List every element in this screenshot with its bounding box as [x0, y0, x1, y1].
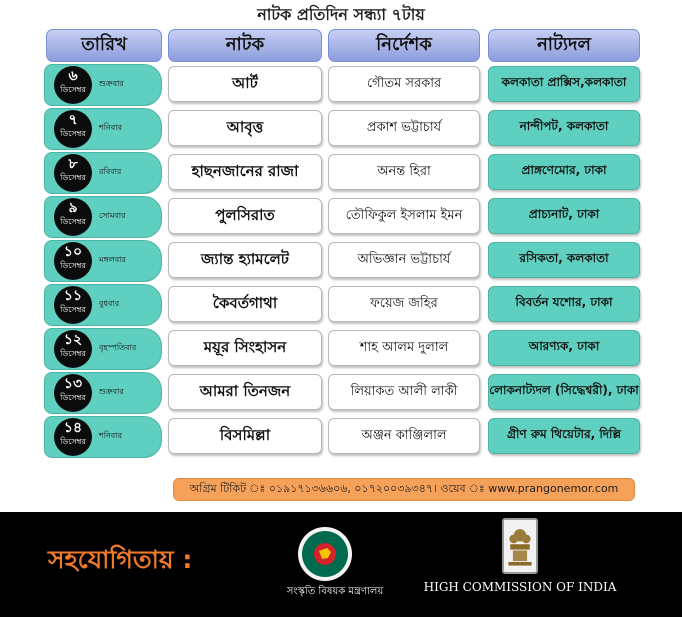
table-row: [0, 65, 682, 105]
weekday: শুক্রবার: [99, 79, 124, 88]
troupe-name: রসিকতা, কলকাতা: [488, 242, 640, 278]
date-number: ১১: [63, 288, 83, 304]
table-row: [0, 373, 682, 413]
date-circle: [54, 66, 92, 104]
table-row: [0, 417, 682, 457]
date-circle: [54, 374, 92, 412]
date-circle: [54, 110, 92, 148]
bangladesh-emblem-icon: [297, 526, 353, 582]
troupe-name: গ্রীণ রুম থিয়েটার, দিল্লি: [488, 418, 640, 454]
date-month: ডিসেম্বর: [60, 349, 86, 358]
date-tab: [44, 328, 162, 370]
director-name: প্রকাশ ভট্টাচার্য: [328, 110, 480, 146]
director-name: লিয়াকত আলী লাকী: [328, 374, 480, 410]
high-commission-name: HIGH COMMISSION OF INDIA: [423, 580, 617, 594]
weekday: সোমবার: [99, 211, 126, 220]
table-row: [0, 329, 682, 369]
date-number: ১২: [63, 332, 83, 348]
troupe-name: নান্দীপট, কলকাতা: [488, 110, 640, 146]
troupe-name: আরণ্যক, ঢাকা: [488, 330, 640, 366]
date-month: ডিসেম্বর: [60, 305, 86, 314]
director-name: ফয়েজ জহির: [328, 286, 480, 322]
play-name: কৈবর্তগাথা: [168, 286, 322, 322]
weekday: শনিবার: [99, 431, 122, 440]
table-row: [0, 241, 682, 281]
director-name: অঞ্জন কাঞ্জিলাল: [328, 418, 480, 454]
troupe-name: প্রাচ্যনাট, ঢাকা: [488, 198, 640, 234]
date-number: ১৪: [63, 420, 83, 436]
header-troupe: নাট্যদল: [488, 29, 640, 62]
date-tab: [44, 284, 162, 326]
date-number: ৯: [68, 200, 78, 216]
date-circle: [54, 286, 92, 324]
date-tab: [44, 64, 162, 106]
date-number: ৮: [68, 156, 78, 172]
weekday: শুক্রবার: [99, 387, 124, 396]
director-name: গৌতম সরকার: [328, 66, 480, 102]
date-number: ১৩: [63, 376, 83, 392]
page-title: নাটক প্রতিদিন সন্ধ্যা ৭টায়: [257, 5, 425, 24]
table-row: [0, 285, 682, 325]
date-circle: [54, 154, 92, 192]
date-tab: [44, 152, 162, 194]
ticket-info: অগ্রিম টিকিট ঃ ০১৯১৭১৩৬৬০৬, ০১৭২০০৩৯৩৪৭। ওয়েব ঃ www.prangonemor.com: [173, 478, 635, 501]
table-row: [0, 197, 682, 237]
weekday: শনিবার: [99, 123, 122, 132]
date-circle: [54, 330, 92, 368]
date-number: ১০: [63, 244, 83, 260]
play-name: আমরা তিনজন: [168, 374, 322, 410]
director-name: তৌফিকুল ইসলাম ইমন: [328, 198, 480, 234]
troupe-name: বিবর্তন যশোর, ঢাকা: [488, 286, 640, 322]
date-tab: [44, 416, 162, 458]
sponsor-label: সহযোগিতায় :: [48, 545, 193, 574]
date-number: ৬: [68, 68, 78, 84]
troupe-name: প্রাঙ্গণেমোর, ঢাকা: [488, 154, 640, 190]
date-tab: [44, 372, 162, 414]
date-circle: [54, 418, 92, 456]
date-month: ডিসেম্বর: [60, 129, 86, 138]
play-name: হাছনজানের রাজা: [168, 154, 322, 190]
director-name: শাহ আলম দুলাল: [328, 330, 480, 366]
table-row: [0, 109, 682, 149]
ashoka-emblem-icon: [502, 518, 538, 574]
play-name: আর্ট: [168, 66, 322, 102]
date-month: ডিসেম্বর: [60, 217, 86, 226]
play-name: বিসমিল্লা: [168, 418, 322, 454]
play-name: আবৃত্ত: [168, 110, 322, 146]
play-name: জ্যান্ত হ্যামলেট: [168, 242, 322, 278]
date-month: ডিসেম্বর: [60, 393, 86, 402]
director-name: অনন্ত হিরা: [328, 154, 480, 190]
date-number: ৭: [68, 112, 78, 128]
director-name: অভিজ্ঞান ভট্টাচার্য: [328, 242, 480, 278]
date-tab: [44, 108, 162, 150]
date-circle: [54, 242, 92, 280]
footer: [0, 512, 682, 617]
date-month: ডিসেম্বর: [60, 85, 86, 94]
weekday: বুধবার: [99, 299, 120, 308]
weekday: রবিবার: [99, 167, 122, 176]
troupe-name: লোকনাট্যদল (সিদ্ধেশ্বরী), ঢাকা: [488, 374, 640, 410]
date-month: ডিসেম্বর: [60, 173, 86, 182]
header-director: নির্দেশক: [328, 29, 480, 62]
play-name: পুলসিরাত: [168, 198, 322, 234]
date-tab: [44, 240, 162, 282]
header-date: তারিখ: [46, 29, 162, 62]
date-circle: [54, 198, 92, 236]
play-name: ময়ূর সিংহাসন: [168, 330, 322, 366]
troupe-name: কলকাতা প্রাক্সিস,কলকাতা: [488, 66, 640, 102]
weekday: মঙ্গলবার: [99, 255, 126, 264]
weekday: বৃহস্পতিবার: [99, 343, 137, 352]
ministry-name: সংস্কৃতি বিষয়ক মন্ত্রণালয়: [286, 586, 384, 597]
header-play: নাটক: [168, 29, 322, 62]
date-tab: [44, 196, 162, 238]
date-month: ডিসেম্বর: [60, 437, 86, 446]
table-row: [0, 153, 682, 193]
date-month: ডিসেম্বর: [60, 261, 86, 270]
